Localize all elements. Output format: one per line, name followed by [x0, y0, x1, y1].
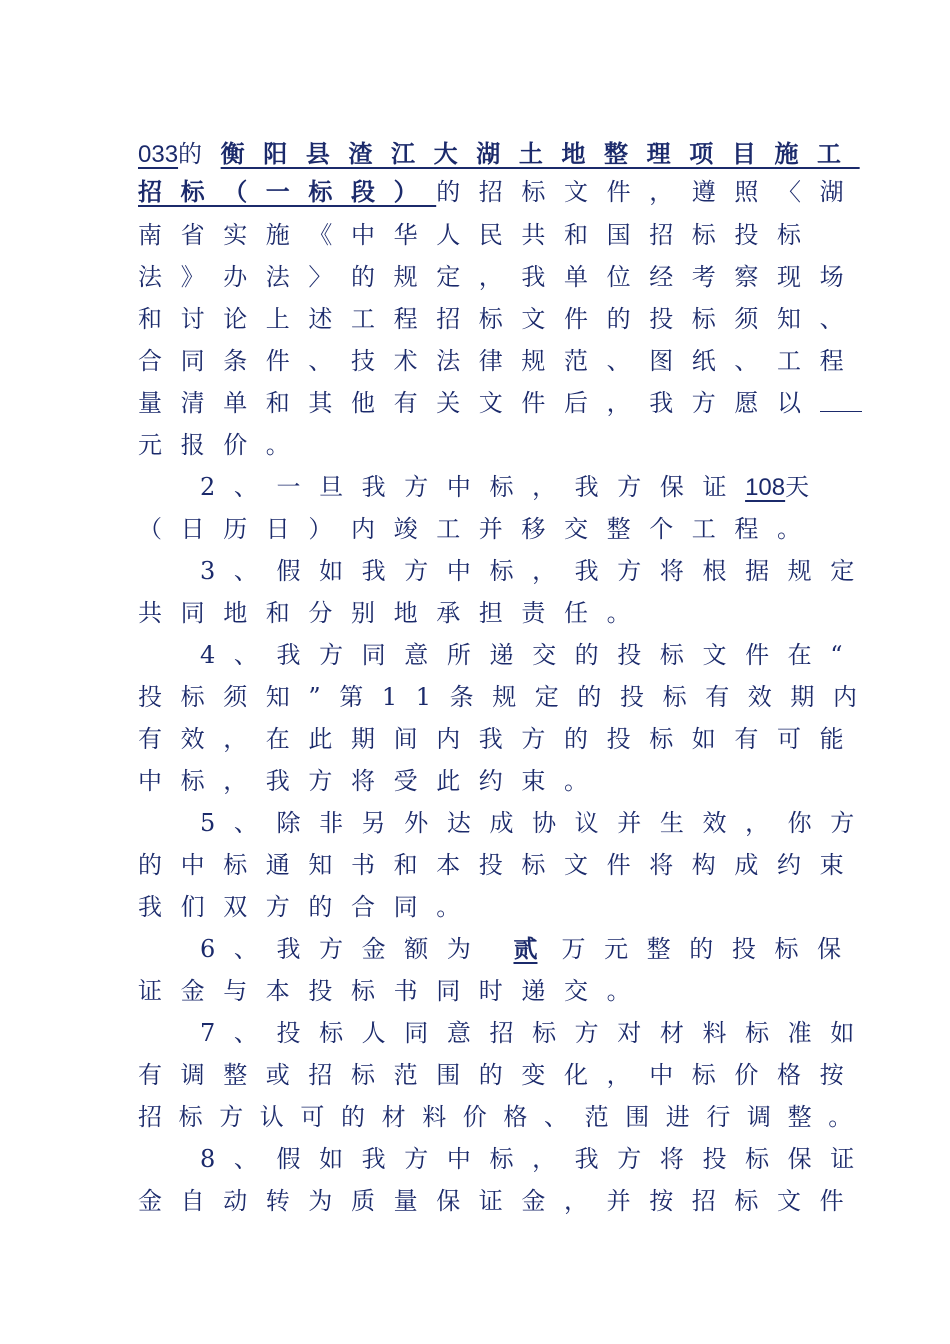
line-text: 8、假如我方中标，我方将投标保证: [200, 1145, 873, 1173]
line-text: 元报价。: [138, 431, 309, 459]
text-line-13: [200, 637, 861, 673]
line-text: 我们双方的合同。: [138, 893, 479, 921]
line-text: 和讨论上述工程招标文件的投标须知、: [138, 305, 863, 333]
line-text: 的中标通知书和本投标文件将构成约束: [138, 851, 863, 879]
line-text: （日历日）内竣工并移交整个工程。: [138, 515, 820, 543]
price-blank: [820, 387, 862, 412]
text-line-6: [138, 343, 862, 379]
line-text: 量清单和其他有关文件后，我方愿以: [138, 389, 820, 417]
text-line-20: [200, 931, 860, 967]
line-text: 中标，我方将受此约束。: [138, 767, 607, 795]
line-text: 金自动转为质量保证金，并按招标文件: [138, 1187, 863, 1215]
text-fragment: 的: [178, 140, 221, 168]
text-line-16: [138, 763, 607, 799]
text-line-21: [138, 973, 649, 1009]
text-line-5: [138, 301, 862, 337]
text-fragment: 的招标文件，遵照〈湖: [436, 178, 863, 206]
text-line-11: [200, 553, 873, 589]
text-line-18: [138, 847, 862, 883]
text-line-4: [138, 259, 862, 295]
text-fragment: 万元整的投标保: [561, 935, 860, 963]
days-value: 108: [745, 474, 786, 501]
line-text: 南省实施《中华人民共和国招标投标: [138, 221, 820, 249]
text-line-19: [138, 889, 479, 925]
project-name: 衡阳县渣江大湖土地整理项目施工: [220, 139, 860, 168]
line-text: 招标方认可的材料价格、范围进行调整。: [138, 1103, 869, 1131]
text-line-12: [138, 595, 649, 631]
text-fragment: 2、一旦我方中标，我方保证: [200, 473, 746, 501]
text-line-1: [138, 136, 860, 172]
text-line-10: [138, 511, 820, 547]
text-line-8: [138, 427, 308, 463]
text-line-25: [200, 1141, 873, 1177]
text-fragment: 6、我方金额为: [200, 935, 490, 963]
line-text: 7、投标人同意招标方对材料标准如: [200, 1019, 873, 1047]
text-line-3: [138, 217, 820, 253]
line-text: 共同地和分别地承担责任。: [138, 599, 650, 627]
text-line-14: [138, 679, 876, 715]
text-line-9: [200, 469, 828, 505]
line-text: 3、假如我方中标，我方将根据规定: [200, 557, 873, 585]
code-number: 033: [138, 141, 179, 168]
text-line-7: [138, 385, 862, 421]
text-line-17: [200, 805, 873, 841]
line-text: 法》办法〉的规定，我单位经考察现场: [138, 263, 863, 291]
line-text: 有调整或招标范围的变化，中标价格按: [138, 1061, 863, 1089]
line-text: 投标须知”第11条规定的投标有效期内: [138, 683, 876, 711]
deposit-amount: 贰: [513, 934, 538, 963]
text-line-24: [138, 1099, 869, 1135]
text-fragment: 天: [785, 473, 828, 501]
line-text: 证金与本投标书同时递交。: [138, 977, 650, 1005]
line-text: 5、除非另外达成协议并生效，你方: [200, 809, 873, 837]
text-line-26: [138, 1183, 862, 1219]
text-line-2: [138, 174, 862, 210]
line-text: 4、我方同意所递交的投标文件在“: [200, 641, 862, 669]
line-text: 合同条件、技术法律规范、图纸、工程: [138, 347, 863, 375]
text-line-22: [200, 1015, 873, 1051]
text-line-23: [138, 1057, 862, 1093]
project-name-continued: 招标（一标段）: [138, 177, 437, 206]
text-line-15: [138, 721, 862, 757]
line-text: 有效，在此期间内我方的投标如有可能: [138, 725, 863, 753]
